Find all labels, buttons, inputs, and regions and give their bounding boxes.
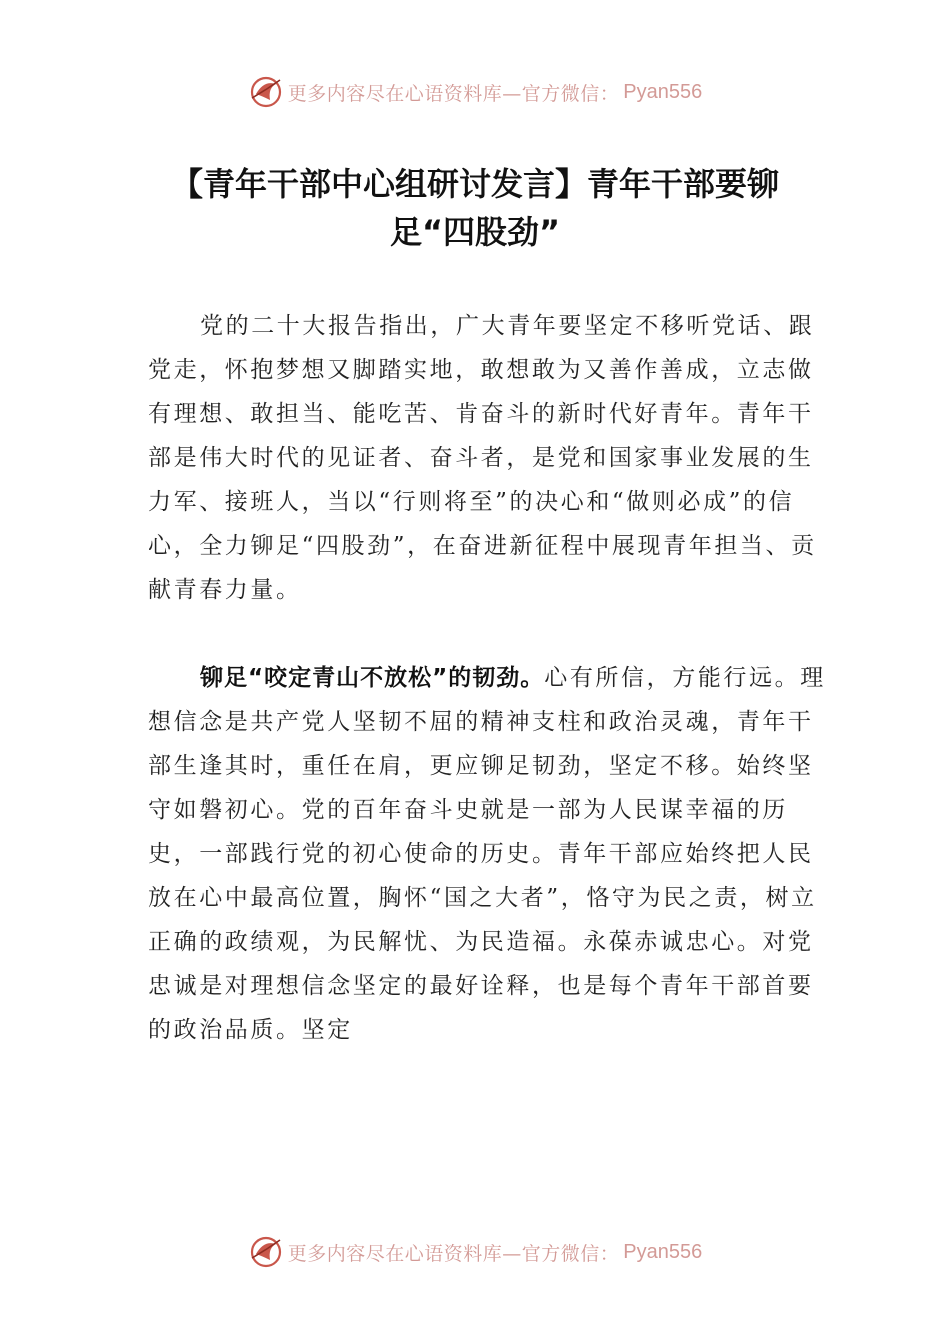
banner-brand-text: 更多内容尽在心语资料库—官方微信：	[287, 1242, 620, 1265]
body-paragraph	[148, 304, 838, 612]
header-banner	[0, 70, 950, 114]
brand-logo-icon	[248, 74, 284, 110]
banner-brand-text: 更多内容尽在心语资料库—官方微信：	[287, 82, 620, 105]
brand-logo-icon	[248, 1234, 284, 1270]
document-title: 【青年干部中心组研讨发言】青年干部要铆足“四股劲”	[170, 165, 779, 251]
paragraph-text: 党的二十大报告指出，广大青年要坚定不移听党话、跟党走，怀抱梦想又脚踏实地，敢想敢为又善作善成，立志做有理想、敢担当、能吃苦、肯奋斗的新时代好青年。青年干部是伟大时代的见证者、奋斗者，是党和国家事业发展的生力军、接班人，当以“行则将至”的决心和“做则必成”的信心，全力铆足“四股劲”，在奋进新征程中展现青年担当、贡献青春力量。	[148, 313, 817, 603]
paragraph-lead: 铆足“咬定青山不放松”的韧劲。	[200, 665, 545, 691]
banner-wechat-id: Pyan556	[623, 1240, 703, 1263]
paragraph-text: 心有所信，方能行远。理想信念是共产党人坚韧不屈的精神支柱和政治灵魂，青年干部生逢其时，重任在肩，更应铆足韧劲，坚定不移。始终坚守如磐初心。党的百年奋斗史就是一部为人民谋幸福的历史，一部践行党的初心使命的历史。青年干部应始终把人民放在心中最高位置，胸怀“国之大者”，恪守为民之责，树立正确的政绩观，为民解忧、为民造福。永葆赤诚忠心。对党忠诚是对理想信念坚定的最好诠释，也是每个青年干部首要的政治品质。坚定	[148, 665, 826, 1043]
banner-wechat-id: Pyan556	[623, 80, 703, 103]
body-paragraph	[148, 656, 838, 1052]
footer-banner	[0, 1230, 950, 1274]
